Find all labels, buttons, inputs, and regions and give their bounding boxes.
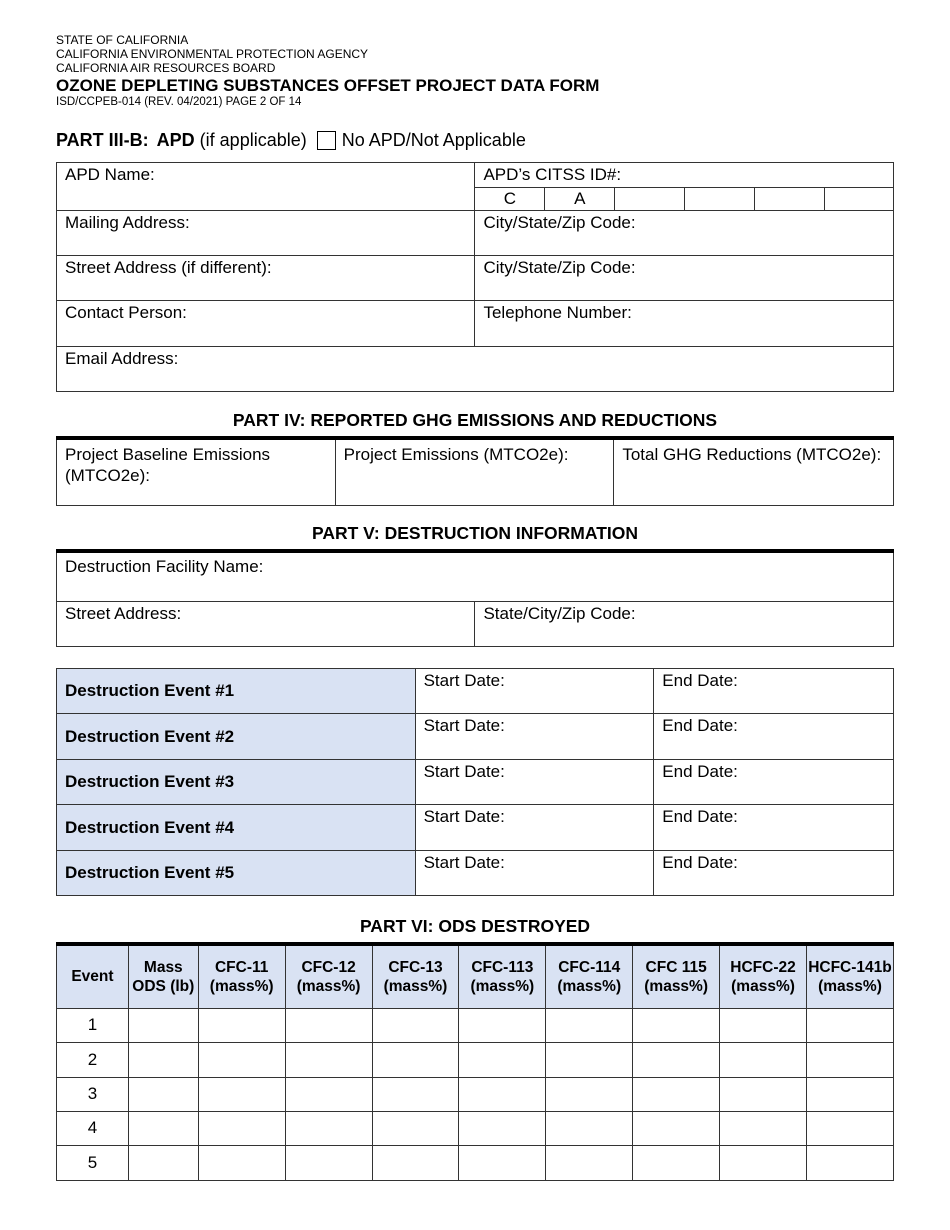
ods-input-cell[interactable] <box>372 1145 459 1180</box>
event-3-end-field[interactable] <box>654 760 894 805</box>
ods-input-cell[interactable] <box>285 1111 372 1145</box>
citss-digit-3[interactable] <box>615 188 685 211</box>
table-row <box>57 760 894 805</box>
event-3-label: Destruction Event #3 <box>57 760 416 805</box>
ods-input-cell[interactable] <box>720 1145 807 1180</box>
end-date-label: End Date: <box>662 671 738 690</box>
ods-input-cell[interactable] <box>546 1145 633 1180</box>
ods-input-cell[interactable] <box>720 1042 807 1077</box>
destruction-events-table <box>56 668 894 896</box>
total-reductions-label: Total GHG Reductions (MTCO2e): <box>622 445 882 464</box>
event-1-label: Destruction Event #1 <box>57 669 416 714</box>
ods-input-cell[interactable] <box>285 1077 372 1111</box>
ods-input-cell[interactable] <box>720 1077 807 1111</box>
ods-input-cell[interactable] <box>372 1111 459 1145</box>
end-date-label: End Date: <box>662 762 738 781</box>
col-cfc-11: CFC-11 (mass%) <box>198 944 285 1008</box>
contact-person-field[interactable] <box>57 301 475 347</box>
form-header <box>56 33 599 109</box>
part3b-heading <box>56 130 526 151</box>
mailing-address-label: Mailing Address: <box>65 213 190 232</box>
state-line: STATE OF CALIFORNIA <box>56 33 189 47</box>
ods-input-cell[interactable] <box>720 1111 807 1145</box>
form-revision: ISD/CCPEB-014 (REV. 04/2021) PAGE 2 OF 14 <box>56 96 302 108</box>
ods-input-cell[interactable] <box>546 1111 633 1145</box>
part5-title: PART V: DESTRUCTION INFORMATION <box>311 523 638 543</box>
event-1-end-field[interactable] <box>654 669 894 714</box>
project-emissions-field[interactable] <box>335 438 614 505</box>
agency-line: CALIFORNIA ENVIRONMENTAL PROTECTION AGENCY <box>56 47 369 61</box>
event-4-start-field[interactable] <box>415 805 654 851</box>
ods-input-cell[interactable] <box>459 1077 546 1111</box>
ods-input-cell[interactable] <box>633 1042 720 1077</box>
ods-input-cell[interactable] <box>633 1111 720 1145</box>
citss-label-cell <box>475 163 894 188</box>
facility-city-label: State/City/Zip Code: <box>483 603 636 623</box>
start-date-label: Start Date: <box>423 671 505 690</box>
facility-street-field[interactable] <box>57 601 475 646</box>
email-label: Email Address: <box>65 349 179 368</box>
table-row <box>57 669 894 714</box>
ods-destroyed-table <box>56 942 894 1181</box>
if-applicable-label: (if applicable) <box>199 130 307 150</box>
citss-digit-6[interactable] <box>825 188 894 211</box>
total-reductions-field[interactable] <box>614 438 894 505</box>
telephone-field[interactable] <box>475 301 894 347</box>
event-number: 1 <box>57 1008 129 1042</box>
ods-input-cell[interactable] <box>633 1077 720 1111</box>
event-number: 2 <box>57 1042 129 1077</box>
end-date-label: End Date: <box>662 807 738 826</box>
event-5-start-field[interactable] <box>415 851 654 896</box>
street-address-label: Street Address (if different): <box>65 258 272 277</box>
table-row <box>57 851 894 896</box>
ods-input-cell[interactable] <box>806 1077 893 1111</box>
city-state-zip-label-1: City/State/Zip Code: <box>483 213 636 232</box>
ods-input-cell[interactable] <box>806 1042 893 1077</box>
apd-name-label: APD Name: <box>65 165 155 184</box>
ods-input-cell[interactable] <box>128 1145 198 1180</box>
table-row <box>57 805 894 851</box>
part4-title: PART IV: REPORTED GHG EMISSIONS AND REDUCTIONS <box>232 410 718 430</box>
col-cfc-114: CFC-114 (mass%) <box>546 944 633 1008</box>
ods-input-cell[interactable] <box>285 1008 372 1042</box>
event-2-end-field[interactable] <box>654 714 894 760</box>
ods-input-cell[interactable] <box>128 1111 198 1145</box>
contact-person-label: Contact Person: <box>65 303 187 322</box>
ods-input-cell[interactable] <box>372 1077 459 1111</box>
col-cfc-13: CFC-13 (mass%) <box>372 944 459 1008</box>
start-date-label: Start Date: <box>423 807 505 826</box>
table-row <box>57 1077 894 1111</box>
mailing-address-field[interactable] <box>57 211 475 256</box>
ods-header-row <box>57 944 894 1008</box>
ods-input-cell[interactable] <box>198 1077 285 1111</box>
table-row <box>57 1008 894 1042</box>
facility-city-field[interactable] <box>475 601 894 646</box>
ods-input-cell[interactable] <box>198 1145 285 1180</box>
event-4-label: Destruction Event #4 <box>57 805 416 851</box>
ods-input-cell[interactable] <box>128 1042 198 1077</box>
ods-input-cell[interactable] <box>372 1008 459 1042</box>
facility-name-field[interactable] <box>57 551 894 601</box>
no-apd-label: No APD/Not Applicable <box>341 130 526 150</box>
col-cfc-113: CFC-113 (mass%) <box>459 944 546 1008</box>
citss-digit-2: A <box>545 188 615 211</box>
ods-input-cell[interactable] <box>285 1145 372 1180</box>
table-row <box>57 1042 894 1077</box>
col-hcfc-141b: HCFC-141b (mass%) <box>806 944 893 1008</box>
ods-input-cell[interactable] <box>459 1008 546 1042</box>
event-4-end-field[interactable] <box>654 805 894 851</box>
city-state-zip-label-2: City/State/Zip Code: <box>483 258 636 277</box>
part3b-label: PART III-B: <box>56 130 149 150</box>
destruction-facility-table <box>56 549 894 647</box>
col-cfc-115: CFC 115 (mass%) <box>633 944 720 1008</box>
end-date-label: End Date: <box>662 716 738 735</box>
ods-input-cell[interactable] <box>198 1042 285 1077</box>
ods-input-cell[interactable] <box>128 1077 198 1111</box>
start-date-label: Start Date: <box>423 762 505 781</box>
city-state-zip-field-2[interactable] <box>475 256 894 301</box>
facility-name-label: Destruction Facility Name: <box>65 557 264 576</box>
ods-input-cell[interactable] <box>459 1111 546 1145</box>
event-number: 3 <box>57 1077 129 1111</box>
city-state-zip-field-1[interactable] <box>475 211 894 256</box>
event-2-label: Destruction Event #2 <box>57 714 416 760</box>
ods-input-cell[interactable] <box>720 1008 807 1042</box>
ods-input-cell[interactable] <box>459 1145 546 1180</box>
event-number: 4 <box>57 1111 129 1145</box>
event-1-start-field[interactable] <box>415 669 654 714</box>
table-row <box>57 714 894 760</box>
ods-input-cell[interactable] <box>806 1111 893 1145</box>
ods-input-cell[interactable] <box>633 1008 720 1042</box>
start-date-label: Start Date: <box>423 853 505 872</box>
ods-input-cell[interactable] <box>372 1042 459 1077</box>
table-row <box>57 1145 894 1180</box>
event-5-label: Destruction Event #5 <box>57 851 416 896</box>
facility-street-label: Street Address: <box>65 603 182 623</box>
board-line: CALIFORNIA AIR RESOURCES BOARD <box>56 61 276 75</box>
col-event: Event <box>57 944 129 1008</box>
citss-digit-4[interactable] <box>685 188 755 211</box>
col-cfc-12: CFC-12 (mass%) <box>285 944 372 1008</box>
baseline-emissions-label: Project Baseline Emissions (MTCO2e): <box>65 445 271 485</box>
street-address-field[interactable] <box>57 256 475 301</box>
telephone-label: Telephone Number: <box>483 303 632 322</box>
end-date-label: End Date: <box>662 853 738 872</box>
apd-table <box>56 162 894 392</box>
event-2-start-field[interactable] <box>415 714 654 760</box>
baseline-emissions-field[interactable] <box>57 438 336 505</box>
event-3-start-field[interactable] <box>415 760 654 805</box>
apd-label: APD <box>156 130 195 150</box>
table-row <box>57 1111 894 1145</box>
ods-input-cell[interactable] <box>459 1042 546 1077</box>
col-hcfc-22: HCFC-22 (mass%) <box>720 944 807 1008</box>
ods-input-cell[interactable] <box>806 1145 893 1180</box>
ods-input-cell[interactable] <box>285 1042 372 1077</box>
ods-input-cell[interactable] <box>198 1111 285 1145</box>
ods-input-cell[interactable] <box>546 1042 633 1077</box>
ods-input-cell[interactable] <box>806 1008 893 1042</box>
citss-digit-5[interactable] <box>755 188 825 211</box>
ods-input-cell[interactable] <box>198 1008 285 1042</box>
ods-input-cell[interactable] <box>128 1008 198 1042</box>
col-mass-ods: Mass ODS (lb) <box>128 944 198 1008</box>
event-number: 5 <box>57 1145 129 1180</box>
ods-input-cell[interactable] <box>546 1077 633 1111</box>
project-emissions-label: Project Emissions (MTCO2e): <box>343 445 569 464</box>
apd-name-field[interactable] <box>57 163 475 211</box>
form-title: OZONE DEPLETING SUBSTANCES OFFSET PROJECT DATA FORM <box>56 76 600 95</box>
no-apd-checkbox[interactable] <box>317 131 336 150</box>
citss-digit-1: C <box>475 188 545 211</box>
citss-label: APD’s CITSS ID#: <box>483 165 622 184</box>
ghg-table <box>56 436 894 506</box>
email-field[interactable] <box>57 347 894 392</box>
part6-title: PART VI: ODS DESTROYED <box>359 916 591 936</box>
ods-input-cell[interactable] <box>633 1145 720 1180</box>
start-date-label: Start Date: <box>423 716 505 735</box>
event-5-end-field[interactable] <box>654 851 894 896</box>
ods-input-cell[interactable] <box>546 1008 633 1042</box>
